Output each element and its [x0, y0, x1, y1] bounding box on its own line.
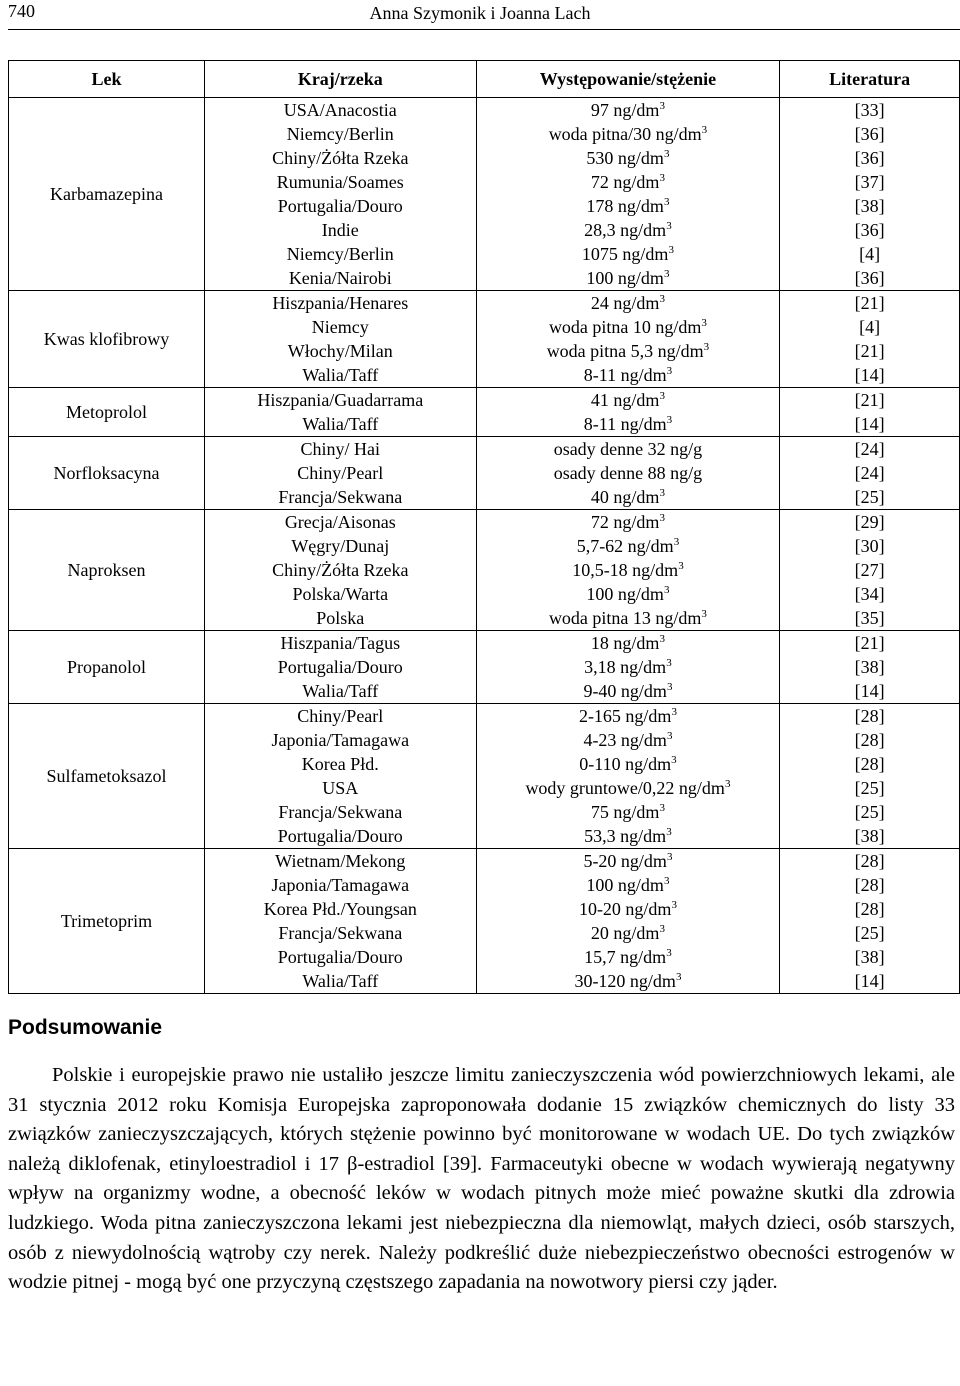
location-text: Wietnam/Mekong: [275, 851, 406, 871]
occurrence-cell: [476, 291, 780, 388]
location-text: Polska: [316, 608, 365, 628]
reference-text: [4]: [859, 244, 881, 264]
occurrence-text: [477, 242, 780, 266]
reference-text: [33]: [854, 100, 885, 120]
unit-exponent: 3: [666, 681, 673, 693]
table-row: [9, 704, 960, 849]
reference-cell: [780, 849, 960, 994]
reference-cell: [780, 704, 960, 849]
section-heading: Podsumowanie: [8, 1016, 163, 1039]
occurrence-cell: [476, 98, 780, 291]
location-cell: [205, 291, 477, 388]
column-header-location: Kraj/rzeka: [205, 61, 477, 98]
unit-exponent: 3: [701, 608, 707, 620]
location-cell: [205, 631, 477, 704]
location-text: Niemcy/Berlin: [286, 124, 394, 144]
occurrence-text: [477, 291, 780, 315]
occurrence-value: 30-120 ng/dm: [574, 971, 676, 991]
unit-exponent: 3: [666, 826, 672, 838]
occurrence-text: [477, 679, 780, 703]
reference-text: [28]: [854, 706, 885, 726]
occurrence-value: 15,7 ng/dm: [584, 947, 667, 967]
reference-text: [24]: [854, 439, 885, 459]
occurrence-value: osady denne 88 ng/g: [553, 463, 703, 483]
drug-occurrence-table: [8, 60, 960, 994]
location-text: Chiny/Pearl: [297, 706, 384, 726]
location-text: Walia/Taff: [302, 681, 379, 701]
occurrence-value: 8-11 ng/dm: [583, 414, 667, 434]
location-text: Portugalia/Douro: [277, 826, 403, 846]
unit-exponent: 3: [668, 244, 674, 256]
reference-text: [35]: [854, 608, 885, 628]
location-text: Kenia/Nairobi: [288, 268, 392, 288]
reference-text: [38]: [854, 947, 885, 967]
occurrence-cell: [476, 704, 780, 849]
unit-exponent: 3: [659, 172, 665, 184]
occurrence-text: [477, 704, 780, 728]
drug-name-cell: Metoprolol: [9, 388, 205, 437]
location-text: Francja/Sekwana: [278, 487, 403, 507]
location-cell: [205, 510, 477, 631]
occurrence-text: [477, 631, 780, 655]
unit-exponent: 3: [659, 923, 665, 935]
location-text: Niemcy/Berlin: [286, 244, 394, 264]
occurrence-text: [477, 969, 780, 993]
page-number: 740: [8, 1, 35, 21]
occurrence-value: 8-11 ng/dm: [583, 365, 667, 385]
occurrence-value: woda pitna/30 ng/dm: [548, 124, 702, 144]
unit-exponent: 3: [659, 100, 665, 112]
occurrence-value: woda pitna 13 ng/dm: [548, 608, 702, 628]
table-row: [9, 291, 960, 388]
drug-name-cell: Karbamazepina: [9, 98, 205, 291]
occurrence-value: 0-110 ng/dm: [579, 754, 672, 774]
reference-text: [25]: [854, 923, 885, 943]
column-header-reference: Literatura: [780, 61, 960, 98]
occurrence-value: wody gruntowe/0,22 ng/dm: [525, 778, 725, 798]
location-text: Korea Płd./Youngsan: [263, 899, 417, 919]
reference-text: [29]: [854, 512, 885, 532]
reference-cell: [780, 631, 960, 704]
location-text: Walia/Taff: [302, 414, 379, 434]
location-text: USA/Anacostia: [283, 100, 397, 120]
reference-text: [30]: [854, 536, 885, 556]
unit-exponent: 3: [659, 512, 665, 524]
unit-exponent: 3: [663, 148, 670, 160]
occurrence-cell: [476, 849, 780, 994]
location-text: Hiszpania/Henares: [272, 293, 409, 313]
table-row: [9, 437, 960, 510]
location-text: Walia/Taff: [302, 971, 379, 991]
reference-cell: [780, 98, 960, 291]
occurrence-text: [477, 266, 780, 290]
location-cell: [205, 388, 477, 437]
location-text: Portugalia/Douro: [277, 657, 403, 677]
reference-text: [34]: [854, 584, 885, 604]
reference-cell: [780, 510, 960, 631]
drug-name-cell: Naproksen: [9, 510, 205, 631]
reference-cell: [780, 291, 960, 388]
reference-text: [21]: [854, 293, 885, 313]
occurrence-value: 9-40 ng/dm: [583, 681, 667, 701]
unit-exponent: 3: [666, 657, 672, 669]
occurrence-value: 5,7-62 ng/dm: [576, 536, 674, 556]
unit-exponent: 3: [659, 633, 665, 645]
reference-text: [21]: [854, 341, 885, 361]
occurrence-text: [477, 218, 780, 242]
running-title: Anna Szymonik i Joanna Lach: [369, 3, 591, 23]
occurrence-value: 4-23 ng/dm: [583, 730, 667, 750]
occurrence-text: [477, 945, 780, 969]
occurrence-text: [477, 437, 780, 461]
unit-exponent: 3: [666, 220, 672, 232]
location-text: Francja/Sekwana: [278, 923, 403, 943]
drug-name-cell: Trimetoprim: [9, 849, 205, 994]
occurrence-text: [477, 921, 780, 945]
unit-exponent: 3: [663, 584, 670, 596]
unit-exponent: 3: [666, 414, 673, 426]
unit-exponent: 3: [671, 706, 677, 718]
unit-exponent: 3: [659, 293, 665, 305]
occurrence-text: [477, 485, 780, 509]
reference-cell: [780, 388, 960, 437]
location-text: Niemcy: [311, 317, 369, 337]
occurrence-text: [477, 606, 780, 630]
location-text: Japonia/Tamagawa: [271, 730, 410, 750]
occurrence-text: [477, 824, 780, 848]
occurrence-value: 100 ng/dm: [586, 584, 664, 604]
occurrence-text: [477, 558, 780, 582]
occurrence-value: 18 ng/dm: [590, 633, 660, 653]
location-text: Rumunia/Soames: [276, 172, 404, 192]
unit-exponent: 3: [659, 802, 665, 814]
reference-text: [14]: [854, 681, 885, 701]
occurrence-value: 100 ng/dm: [586, 875, 664, 895]
occurrence-value: 100 ng/dm: [586, 268, 664, 288]
occurrence-value: 72 ng/dm: [590, 172, 660, 192]
occurrence-value: 97 ng/dm: [590, 100, 660, 120]
drug-name-cell: Propanolol: [9, 631, 205, 704]
unit-exponent: 3: [663, 268, 670, 280]
unit-exponent: 3: [666, 851, 673, 863]
reference-text: [25]: [854, 487, 885, 507]
occurrence-text: [477, 315, 780, 339]
reference-text: [21]: [854, 390, 885, 410]
occurrence-text: [477, 582, 780, 606]
location-text: Japonia/Tamagawa: [271, 875, 410, 895]
occurrence-text: [477, 897, 780, 921]
occurrence-text: [477, 388, 780, 412]
location-text: Walia/Taff: [302, 365, 379, 385]
unit-exponent: 3: [678, 560, 684, 572]
location-text: Polska/Warta: [292, 584, 389, 604]
reference-text: [28]: [854, 899, 885, 919]
occurrence-value: 3,18 ng/dm: [584, 657, 667, 677]
reference-text: [38]: [854, 657, 885, 677]
location-text: Chiny/Żółta Rzeka: [272, 560, 409, 580]
reference-text: [28]: [854, 754, 885, 774]
location-text: Chiny/Pearl: [297, 463, 384, 483]
table-row: [9, 849, 960, 994]
location-text: Hiszpania/Tagus: [280, 633, 401, 653]
page-header: [0, 0, 960, 24]
occurrence-value: 28,3 ng/dm: [584, 220, 667, 240]
location-cell: [205, 98, 477, 291]
occurrence-text: [477, 655, 780, 679]
occurrence-value: 5-20 ng/dm: [583, 851, 667, 871]
occurrence-text: [477, 776, 780, 800]
reference-text: [25]: [854, 802, 885, 822]
unit-exponent: 3: [666, 947, 672, 959]
table-row: [9, 510, 960, 631]
occurrence-text: [477, 800, 780, 824]
header-rule: [8, 29, 960, 30]
occurrence-text: [477, 873, 780, 897]
unit-exponent: 3: [701, 317, 707, 329]
occurrence-text: [477, 98, 780, 122]
occurrence-text: [477, 146, 780, 170]
location-text: USA: [322, 778, 359, 798]
location-text: Włochy/Milan: [287, 341, 393, 361]
reference-text: [14]: [854, 971, 885, 991]
unit-exponent: 3: [671, 754, 677, 766]
reference-text: [37]: [854, 172, 885, 192]
unit-exponent: 3: [724, 778, 731, 790]
occurrence-value: woda pitna 10 ng/dm: [548, 317, 702, 337]
column-header-occurrence: Występowanie/stężenie: [476, 61, 780, 98]
occurrence-cell: [476, 631, 780, 704]
location-text: Hiszpania/Guadarrama: [257, 390, 424, 410]
occurrence-text: [477, 752, 780, 776]
reference-text: [27]: [854, 560, 885, 580]
occurrence-cell: [476, 388, 780, 437]
occurrence-value: 20 ng/dm: [590, 923, 660, 943]
occurrence-value: 75 ng/dm: [590, 802, 660, 822]
occurrence-value: 1075 ng/dm: [581, 244, 669, 264]
occurrence-value: 178 ng/dm: [586, 196, 664, 216]
occurrence-value: osady denne 32 ng/g: [553, 439, 703, 459]
occurrence-value: 40 ng/dm: [590, 487, 660, 507]
reference-text: [14]: [854, 414, 885, 434]
drug-name-cell: Norfloksacyna: [9, 437, 205, 510]
location-cell: [205, 437, 477, 510]
location-text: Francja/Sekwana: [278, 802, 403, 822]
drug-name-cell: Kwas klofibrowy: [9, 291, 205, 388]
reference-text: [38]: [854, 826, 885, 846]
column-header-drug: Lek: [9, 61, 205, 98]
occurrence-text: [477, 849, 780, 873]
table-row: [9, 98, 960, 291]
occurrence-value: 41 ng/dm: [590, 390, 660, 410]
reference-text: [14]: [854, 365, 885, 385]
occurrence-text: [477, 461, 780, 485]
occurrence-text: [477, 534, 780, 558]
location-text: Chiny/ Hai: [300, 439, 381, 459]
unit-exponent: 3: [703, 341, 710, 353]
table-row: [9, 388, 960, 437]
occurrence-text: [477, 412, 780, 436]
summary-paragraph: Polskie i europejskie prawo nie ustaliło jeszcze limitu zanieczyszczenia wód powierzchniowych lekami, ale 31 stycznia 2012 roku Komisja Europejska zaproponowała dodanie 15 związków chemicznych do listy 33 związków zanieczyszczających, których stężenie powinno być monitorowane w wodach UE. Do tych związków należą diklofenak, etinyloestradiol i 17 β-estradiol [39]. Farmaceutyki obecne w wodach wywierają negatywny wpływ na organizmy wodne, a obecność leków w wodach pitnych może mieć poważne skutki dla zdrowia ludzkiego. Woda pitna zanieczyszczona lekami jest niebezpieczna dla niemowląt, małych dzieci, osób starszych, osób z niewydolnością wątroby czy nerek. Należy podkreślić duże niebezpieczeństwo obecności estrogenów w wodzie pitnej - mogą być one przyczyną częstszego zapadania na nowotwory piersi czy jąder.: [8, 1064, 955, 1294]
unit-exponent: 3: [673, 536, 680, 548]
reference-text: [28]: [854, 851, 885, 871]
occurrence-value: 10-20 ng/dm: [578, 899, 672, 919]
reference-text: [28]: [854, 875, 885, 895]
reference-cell: [780, 437, 960, 510]
occurrence-value: 72 ng/dm: [590, 512, 660, 532]
unit-exponent: 3: [659, 487, 665, 499]
location-cell: [205, 704, 477, 849]
occurrence-text: [477, 170, 780, 194]
location-text: Portugalia/Douro: [277, 947, 403, 967]
reference-text: [28]: [854, 730, 885, 750]
table-header-row: [9, 61, 960, 98]
unit-exponent: 3: [666, 730, 673, 742]
unit-exponent: 3: [663, 196, 670, 208]
reference-text: [36]: [854, 124, 885, 144]
unit-exponent: 3: [659, 390, 665, 402]
occurrence-cell: [476, 510, 780, 631]
reference-text: [21]: [854, 633, 885, 653]
table-row: [9, 631, 960, 704]
occurrence-value: 530 ng/dm: [586, 148, 664, 168]
unit-exponent: 3: [701, 124, 708, 136]
unit-exponent: 3: [666, 365, 673, 377]
unit-exponent: 3: [663, 875, 670, 887]
reference-text: [36]: [854, 148, 885, 168]
location-text: Węgry/Dunaj: [291, 536, 390, 556]
location-text: Korea Płd.: [301, 754, 379, 774]
occurrence-value: 2-165 ng/dm: [578, 706, 672, 726]
reference-text: [36]: [854, 220, 885, 240]
reference-text: [38]: [854, 196, 885, 216]
reference-text: [24]: [854, 463, 885, 483]
occurrence-text: [477, 728, 780, 752]
occurrence-value: 53,3 ng/dm: [584, 826, 667, 846]
unit-exponent: 3: [671, 899, 677, 911]
occurrence-cell: [476, 437, 780, 510]
unit-exponent: 3: [675, 971, 682, 983]
occurrence-text: [477, 122, 780, 146]
occurrence-text: [477, 363, 780, 387]
occurrence-value: woda pitna 5,3 ng/dm: [546, 341, 704, 361]
location-text: Chiny/Żółta Rzeka: [272, 148, 409, 168]
location-text: Portugalia/Douro: [277, 196, 403, 216]
location-text: Indie: [321, 220, 359, 240]
reference-text: [36]: [854, 268, 885, 288]
reference-text: [25]: [854, 778, 885, 798]
occurrence-value: 10,5-18 ng/dm: [572, 560, 679, 580]
reference-text: [4]: [859, 317, 881, 337]
occurrence-value: 24 ng/dm: [590, 293, 660, 313]
occurrence-text: [477, 510, 780, 534]
table-body: [9, 98, 960, 994]
occurrence-text: [477, 194, 780, 218]
location-text: Grecja/Aisonas: [284, 512, 396, 532]
location-cell: [205, 849, 477, 994]
occurrence-text: [477, 339, 780, 363]
drug-name-cell: Sulfametoksazol: [9, 704, 205, 849]
